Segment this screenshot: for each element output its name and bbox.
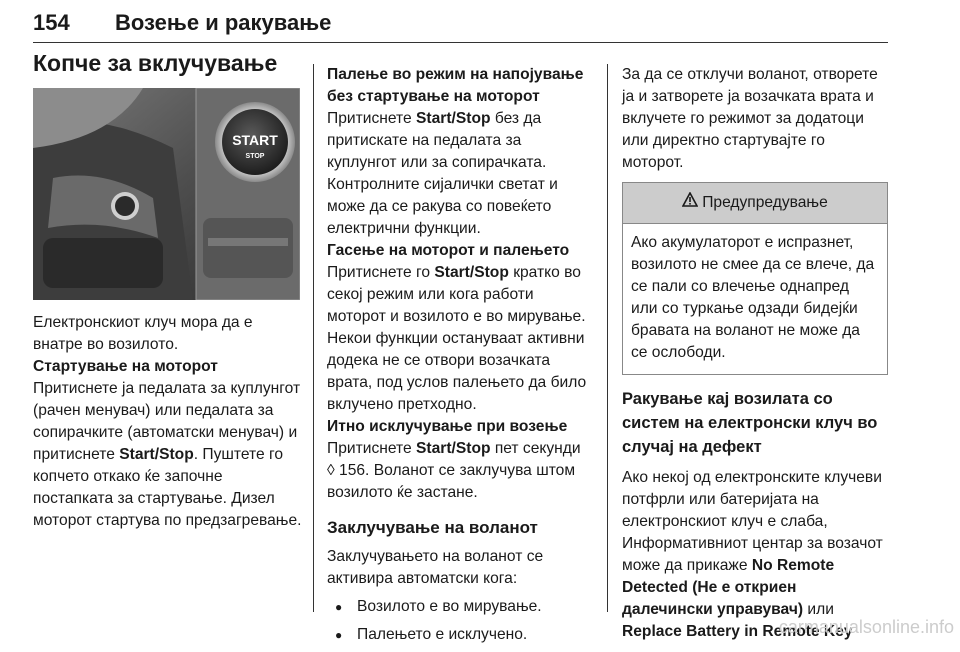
stop-label: STOP (245, 153, 265, 160)
start-text-1: Притиснете ја педалата за куплунгот (рачен менувач) или педалата за сопирачките (автоматски менувач) и притиснете (33, 380, 301, 463)
emergency-heading: Итно исклучување при возење (327, 418, 568, 435)
fault-heading: Ракување кај возилата со систем на електронски клуч во случај на дефект (622, 390, 878, 456)
replace-battery-message: Replace Battery in Remote Key (622, 623, 853, 640)
column-middle (327, 64, 595, 652)
warning-triangle-icon (682, 192, 698, 214)
start-stop-term: Start/Stop (434, 264, 509, 281)
column-divider (607, 64, 608, 612)
off-text-1: Притиснете го (327, 264, 435, 281)
column-right (622, 64, 888, 643)
start-button-photo (33, 88, 300, 300)
warning-text: Ако акумулаторот е испразнет, возилото не смее да се влече, да се пали со влечење однапред или со туркање одзади бидејќи бравата на воланот не може да се ослободи. (631, 234, 875, 361)
dashboard-illustration (33, 88, 300, 300)
emergency-text-2: пет секунди (490, 440, 581, 457)
column-divider (313, 64, 314, 612)
page-number: 154 (33, 10, 70, 35)
page-header (33, 6, 888, 44)
start-stop-term: Start/Stop (119, 446, 194, 463)
lock-conditions-list (327, 596, 595, 646)
start-heading: Стартување на моторот (33, 358, 218, 375)
power-heading: Палење во режим на напојување без стартување на моторот (327, 66, 584, 105)
emergency-paragraph (327, 438, 595, 504)
power-paragraph (327, 108, 595, 240)
section-title: Копче за вклучување (33, 50, 278, 76)
column-left (33, 48, 303, 532)
photo-caption: Електронскиот клуч мора да е внатре во возилото. (33, 314, 253, 353)
start-paragraph (33, 378, 303, 532)
chapter-title: Возење и ракување (115, 10, 332, 35)
watermark: carmanualsonline.info (778, 617, 954, 637)
no-remote-message: No Remote Detected (Не е откриен далечински управувач) (622, 557, 835, 618)
list-item: ● Возилото е во мирување. (327, 596, 595, 618)
fault-text-1: Ако некој од електронските клучеви потфрли или батеријата на електронскиот клуч е слаба, Информативниот центар за возачот може да прикаже (622, 469, 883, 574)
start-stop-term: Start/Stop (415, 440, 491, 457)
header-rule (33, 42, 888, 43)
fault-text-2: или (803, 601, 834, 618)
list-item: ● Палењето е исклучено. (327, 624, 595, 646)
off-paragraph (327, 262, 595, 416)
warning-header (623, 183, 887, 224)
lock-paragraph: Заклучувањето на воланот се активира автоматски кога: (327, 548, 544, 587)
start-stop-term: Start/Stop (415, 110, 491, 127)
off-text-2: кратко во секој режим или кога работи моторот и возилото е во мирување. Некои функции остануваат активни додека не се отвори возачката врата, под услов палењето да било вклучено претходно. (327, 264, 587, 413)
unlock-paragraph: За да се отклучи воланот, отворете ја и затворете ја возачката врата и вклучете го режимот за додатоци или директно стартувајте го моторот. (622, 66, 878, 171)
power-text-1: Притиснете (327, 110, 416, 127)
start-label: START (232, 132, 278, 148)
off-heading: Гасење на моторот и палењето (327, 242, 570, 259)
page-reference-link[interactable]: ◊ 156. Воланот се заклучува штом возилото ќе застане. (327, 462, 576, 501)
warning-box (622, 182, 888, 375)
lock-heading: Заклучување на воланот (327, 518, 538, 537)
emergency-text-1: Притиснете (327, 440, 416, 457)
start-text-2: . Пуштете го копчето откако ќе започне постапката за стартување. Дизел моторот стартува по предзагревање. (33, 446, 302, 529)
warning-title: Предупредување (702, 194, 828, 211)
power-text-2: без да притискате на педалата за куплунгот или за сопирачката. Контролните сијалички светат и може да се ракува со повеќето електрични функции. (327, 110, 558, 237)
